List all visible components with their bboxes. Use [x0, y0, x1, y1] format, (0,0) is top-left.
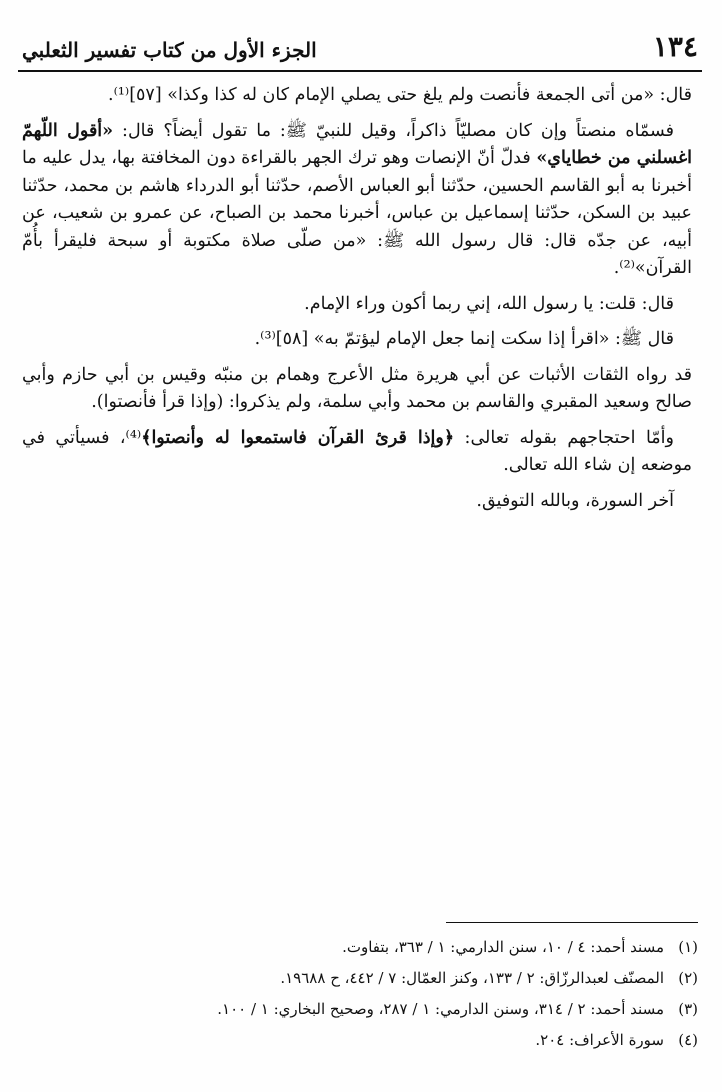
footnote-text: مسند أحمد: ٢ / ٣١٤، وسنن الدارمي: ١ / ٢٨٧، وصحيح البخاري: ١ / ١٠٠.	[217, 1000, 664, 1018]
paragraph-3: قال: قلت: يا رسول الله، إني ربما أكون وراء الإمام.	[304, 293, 674, 314]
footnote-2	[60, 963, 698, 994]
running-title: الجزء الأول من كتاب تفسير الثعلبي	[22, 38, 317, 62]
footnote-4	[60, 1025, 698, 1056]
paragraph-2-part-2: فدلّ أنّ الإنصات وهو ترك الجهر بالقراءة دون المخافتة بها، يدل عليه ما أخبرنا به أبو القاسم الحسين، حدّثنا أبو العباس الأصم، حدّثنا أبو الدرداء هاشم بن محمد، حدّثنا عبيد بن السكن، حدّثنا إسماعيل بن عباس، أخبرنا محمد بن الصباح، عن عمرو بن شعيب، عن أبيه، عن جدّه قال: قال رسول الله ﷺ: «من صلّى صلاة مكتوبة أو سبحة فليقرأ بأُمّ القرآن»⁽²⁾.	[22, 148, 692, 278]
paragraph-2	[22, 118, 692, 283]
paragraph-4: قال ﷺ: «اقرأ إذا سكت إنما جعل الإمام ليؤتمّ به» [٥٨]⁽³⁾.	[254, 329, 674, 349]
header-rule	[18, 70, 702, 72]
footnote-text: مسند أحمد: ٤ / ١٠، سنن الدارمي: ١ / ٣٦٣، بتفاوت.	[342, 938, 664, 956]
paragraph-6-part-1: وأمّا احتجاجهم بقوله تعالى:	[454, 427, 674, 448]
paragraph-6-part-2: ⁽⁴⁾، فسيأتي في موضعه إن شاء الله تعالى.	[22, 427, 692, 475]
footnote-1	[60, 932, 698, 963]
page-header	[18, 30, 702, 74]
footnote-number: (٣)	[678, 1000, 698, 1018]
paragraph-2-quote: «أقول اللّهمّ اغسلني من خطاياي»	[22, 120, 692, 168]
paragraph-7: آخر السورة، وبالله التوفيق.	[476, 490, 674, 511]
footnote-rule	[446, 922, 698, 923]
footnote-number: (١)	[678, 938, 698, 956]
main-text	[22, 82, 692, 523]
footnote-number: (٤)	[678, 1031, 698, 1049]
paragraph-6-quran-verse: ﴿وإذا قرئ القرآن فاستمعوا له وأنصتوا﴾	[141, 427, 455, 448]
page-number: ١٣٤	[652, 30, 698, 63]
footnotes	[60, 932, 698, 1056]
footnote-text: المصنّف لعبدالرزّاق: ٢ / ١٣٣، وكنز العمّال: ٧ / ٤٤٢، ح ١٩٦٨٨.	[280, 969, 664, 987]
paragraph-1: قال: «من أتى الجمعة فأنصت ولم يلغ حتى يصلي الإمام كان له كذا وكذا» [٥٧]⁽¹⁾.	[108, 85, 692, 105]
footnote-3	[60, 994, 698, 1025]
paragraph-5: قد رواه الثقات الأثبات عن أبي هريرة مثل الأعرج وهمام بن منبّه وقيس بن أبي حازم وأبي صالح وسعيد المقبري والقاسم بن محمد وأبي سلمة، ولم يذكروا: (وإذا قرأ فأنصتوا).	[22, 364, 692, 412]
paragraph-6	[22, 425, 692, 480]
footnote-number: (٢)	[678, 969, 698, 987]
footnote-text: سورة الأعراف: ٢٠٤.	[535, 1031, 664, 1049]
paragraph-2-part-1: فسمّاه منصتاً وإن كان مصليّاً ذاكراً، وقيل للنبيّ ﷺ: ما تقول أيضاً؟ قال:	[113, 120, 674, 141]
